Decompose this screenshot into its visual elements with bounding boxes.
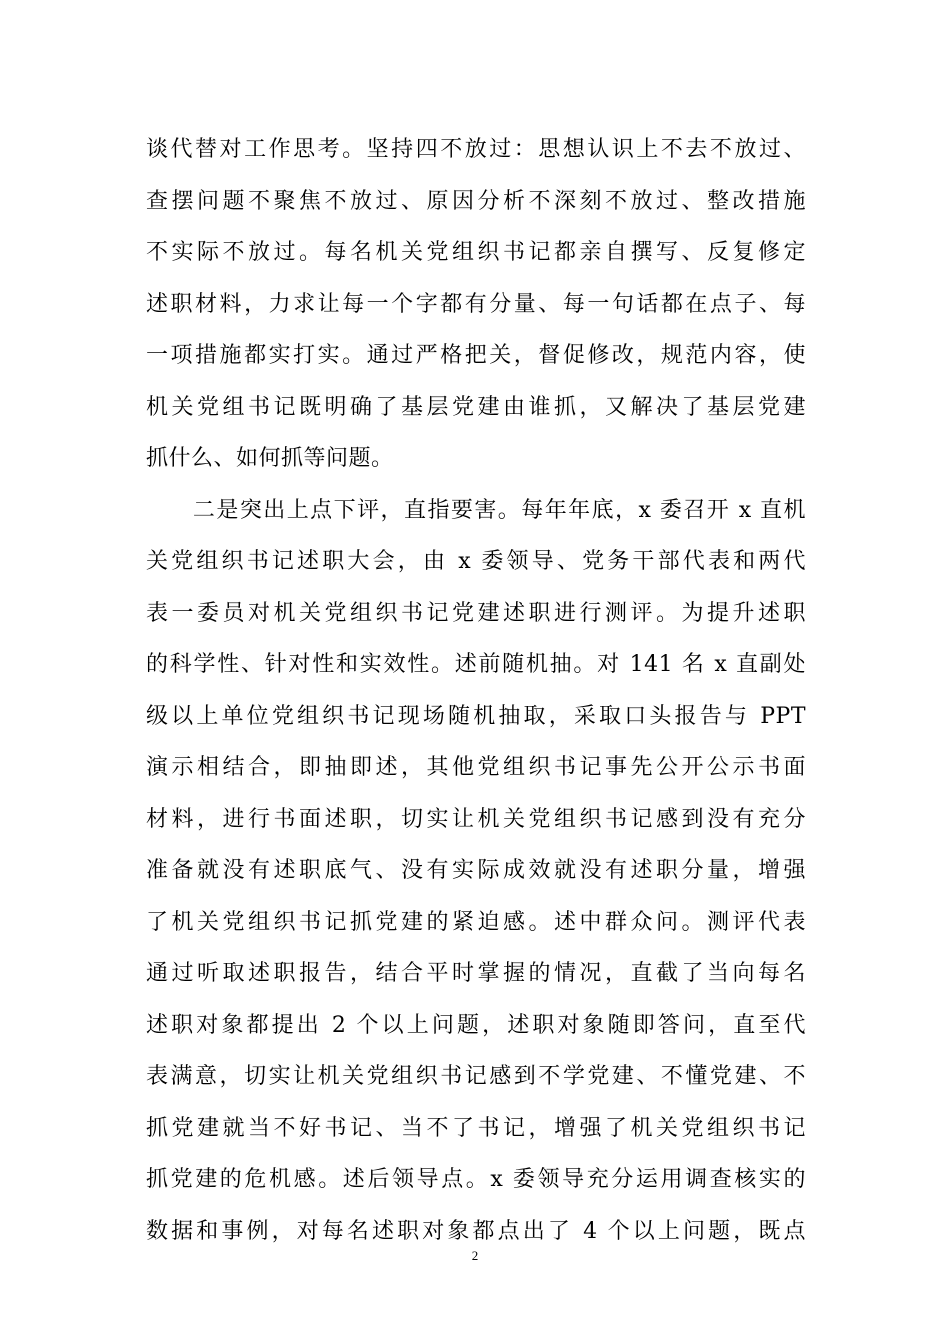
page-number: 2	[471, 1248, 479, 1263]
text-line: 一项措施都实打实。通过严格把关，督促修改，规范内容，使	[146, 343, 806, 368]
text-line: 表满意，切实让机关党组织书记感到不学党建、不懂党建、不	[146, 1064, 806, 1089]
text-line: 抓什么、如何抓等问题。	[146, 446, 394, 471]
text-line: 抓党建的危机感。述后领导点。x 委领导充分运用调查核实的	[146, 1167, 806, 1192]
text-line: 查摆问题不聚焦不放过、原因分析不深刻不放过、整改措施	[146, 188, 806, 214]
text-line: 演示相结合，即抽即述，其他党组织书记事先公开公示书面	[146, 755, 806, 780]
text-line: 表一委员对机关党组织书记党建述职进行测评。为提升述职	[146, 600, 806, 626]
text-line: 通过听取述职报告，结合平时掌握的情况，直截了当向每名	[146, 961, 806, 986]
text-line: 准备就没有述职底气、没有实际成效就没有述职分量，增强	[146, 858, 806, 883]
text-line: 了机关党组织书记抓党建的紧迫感。述中群众问。测评代表	[146, 909, 806, 935]
text-line: 述职材料，力求让每一个字都有分量、每一句话都在点子、每	[146, 291, 806, 317]
text-line: 级以上单位党组织书记现场随机抽取，采取口头报告与 PPT	[146, 703, 806, 729]
text-line: 抓党建就当不好书记、当不了书记，增强了机关党组织书记	[146, 1115, 806, 1141]
text-line: 关党组织书记述职大会，由 x 委领导、党务干部代表和两代	[146, 549, 806, 574]
text-line: 材料，进行书面述职，切实让机关党组织书记感到没有充分	[146, 806, 806, 832]
text-line: 不实际不放过。每名机关党组织书记都亲自撰写、反复修定	[146, 240, 806, 265]
text-line: 谈代替对工作思考。坚持四不放过：思想认识上不去不放过、	[146, 137, 806, 162]
text-line: 的科学性、针对性和实效性。述前随机抽。对 141 名 x 直副处	[146, 652, 806, 677]
text-line: 二是突出上点下评，直指要害。每年年底，x 委召开 x 直机	[146, 497, 806, 523]
text-line: 述职对象都提出 2 个以上问题，述职对象随即答问，直至代	[146, 1012, 806, 1038]
text-line: 数据和事例，对每名述职对象都点出了 4 个以上问题，既点	[146, 1218, 806, 1244]
body-text	[146, 124, 806, 1257]
text-line: 机关党组书记既明确了基层党建由谁抓，又解决了基层党建	[146, 394, 806, 420]
